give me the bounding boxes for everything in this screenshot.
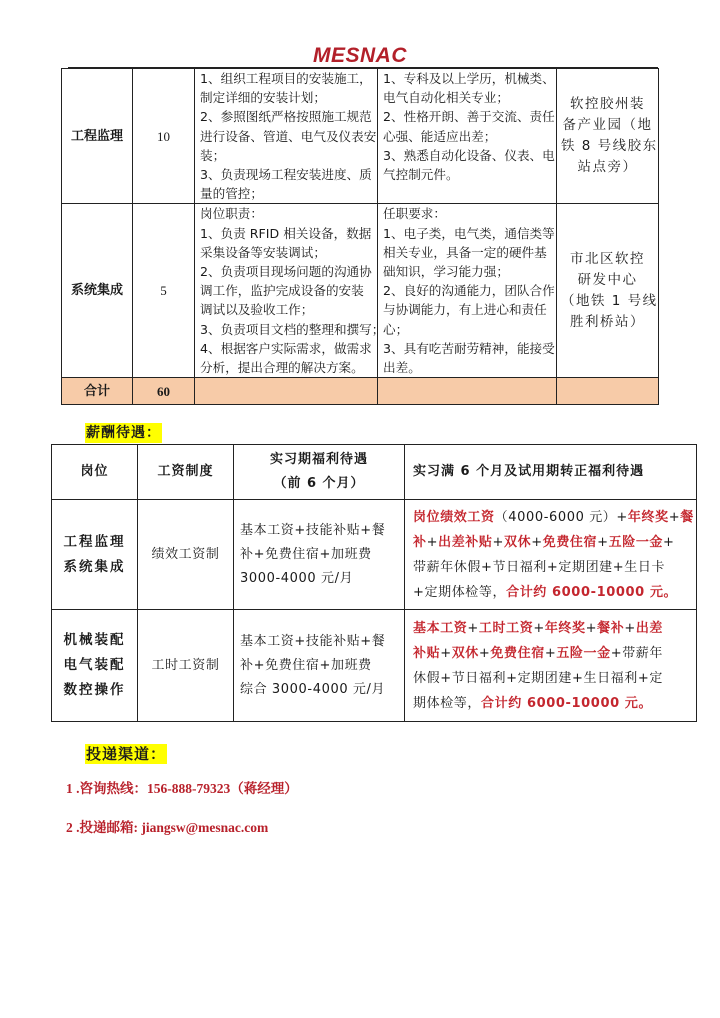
empty-cell <box>378 378 557 405</box>
highlighted-benefit: 岗位绩效工资 <box>413 509 495 525</box>
text-line: 1、组织工程项目的安装施工， <box>200 71 372 86</box>
text-line: 分析，提出合理的解决方案。 <box>200 360 364 376</box>
highlighted-benefit: 年终奖 <box>627 509 669 525</box>
text-line: 基本工资+技能补贴+餐 <box>240 522 386 538</box>
highlighted-benefit: 餐补 <box>597 620 625 636</box>
text-line <box>413 530 690 555</box>
text-line: 2、良好的沟通能力，团队合作 <box>383 283 555 299</box>
total-row <box>62 378 659 405</box>
text-line: 工程监理 <box>63 533 126 550</box>
header-position: 岗位 <box>52 445 138 500</box>
text-line: 综合 3000-4000 元/月 <box>240 681 386 697</box>
text-line: 研发中心 <box>577 271 638 288</box>
salary-header-row <box>52 445 697 500</box>
text-line: 数控操作 <box>63 682 126 698</box>
benefit-text: 期体检等， <box>413 695 482 711</box>
text-line <box>413 641 690 666</box>
highlighted-benefit: 五险一金 <box>608 534 664 550</box>
text-line: 铁 8 号线胶东 <box>561 138 658 155</box>
text-line: 1、电子类，电气类，通信类等 <box>383 225 555 241</box>
text-line <box>413 555 690 580</box>
jobs-table <box>61 68 659 405</box>
text-line: 1、专科及以上学历，机械类、 <box>383 71 555 86</box>
highlighted-benefit: 补 <box>413 534 427 550</box>
text-line: 基本工资+技能补贴+餐 <box>240 633 386 649</box>
text-line: 3、负责项目文档的整理和撰写； <box>200 321 385 337</box>
highlighted-benefit: 出差补贴 <box>438 534 493 550</box>
text-line: 气控制元件。 <box>383 167 459 183</box>
highlighted-benefit: 五险一金 <box>556 645 611 661</box>
regular-benefits <box>405 500 697 610</box>
delivery-section-label: 投递渠道： <box>86 745 167 763</box>
benefit-text: + <box>492 534 505 550</box>
benefit-text: + <box>616 509 628 525</box>
benefit-text: + <box>585 620 598 636</box>
contact-email[interactable]: 2 .投递邮箱: jiangsw@mesnac.com <box>66 820 269 835</box>
header-intern-benefits: 实习期福利待遇 （前 6 个月） <box>234 445 405 500</box>
benefit-text: + <box>478 645 491 661</box>
text-line: 量的管控； <box>200 186 263 202</box>
position-group <box>52 610 138 722</box>
text-line: 电气装配 <box>63 657 126 673</box>
highlighted-benefit: 出差 <box>635 620 664 636</box>
text-line: 装； <box>200 147 226 163</box>
text-line: 岗位职责： <box>200 206 263 222</box>
text-line: 电气自动化相关专业； <box>383 90 509 106</box>
text-line: （地铁 1 号线 <box>561 292 658 309</box>
benefit-text: + <box>533 620 545 636</box>
salary-section-label: 薪酬待遇： <box>86 425 161 441</box>
table-row <box>52 610 697 722</box>
text-line <box>413 666 690 691</box>
text-line <box>413 580 690 605</box>
benefit-text: + <box>544 645 557 661</box>
intern-benefits <box>234 610 405 722</box>
job-requirements <box>378 69 557 204</box>
text-line: 心强、能适应出差； <box>383 128 497 144</box>
text-line: 系统集成 <box>63 558 126 575</box>
highlighted-benefit: 补贴 <box>413 645 441 661</box>
company-logo: MESNAC <box>312 44 407 67</box>
text-line: 础知识，学习能力强； <box>383 264 509 280</box>
benefit-text: （4000-6000 元） <box>494 509 617 525</box>
pay-system: 绩效工资制 <box>138 500 234 610</box>
text-line: 与协调能力，有上进心和责任 <box>383 302 547 318</box>
text-line: 采集设备等安装调试； <box>200 244 326 260</box>
highlighted-benefit: 免费住宿 <box>490 645 545 661</box>
highlighted-benefit: 年终奖 <box>544 620 586 636</box>
text-line: 心； <box>383 321 409 337</box>
text-line: 制定详细的安装计划； <box>200 90 326 106</box>
text-line: 调工作，监护完成设备的安装 <box>200 283 364 299</box>
text-line: 3000-4000 元/月 <box>240 570 354 586</box>
highlighted-benefit: 双休 <box>504 534 532 550</box>
work-location <box>557 204 659 378</box>
text-line: 3、熟悉自动化设备、仪表、电 <box>383 147 555 163</box>
highlighted-benefit: 合计约 6000-10000 元。 <box>506 584 678 600</box>
benefit-text: + <box>440 645 452 661</box>
text-line: 备产业园（地 <box>562 117 653 134</box>
text-line: 胜利桥站） <box>570 313 645 330</box>
text-line: 补+免费住宿+加班费 <box>240 546 372 562</box>
benefit-text: + <box>668 509 681 525</box>
position-group <box>52 500 138 610</box>
table-row <box>52 500 697 610</box>
intern-benefits <box>234 500 405 610</box>
headcount: 5 <box>133 204 195 378</box>
benefit-text: 带薪年休假+节日福利+定期团建+生日卡 <box>413 559 666 575</box>
headcount: 10 <box>133 69 195 204</box>
text-line: 3、具有吃苦耐劳精神，能接受 <box>383 340 555 356</box>
benefit-text: + <box>531 534 543 550</box>
text-line: 站点旁） <box>577 159 638 176</box>
text-line: 进行设备、管道、电气及仪表安 <box>200 128 377 144</box>
empty-cell <box>195 378 378 405</box>
text-line <box>413 691 690 716</box>
contact-hotline: 1 .咨询热线：156-888-79323（蒋经理） <box>66 781 298 796</box>
text-line: 出差。 <box>383 360 421 376</box>
text-line: 机械装配 <box>63 632 126 648</box>
highlighted-benefit: 基本工资 <box>413 620 468 636</box>
header-regular-benefits: 实习满 6 个月及试用期转正福利待遇 <box>405 445 697 500</box>
text-line: 软控胶州装 <box>570 96 645 113</box>
text-line: 4、根据客户实际需求，做需求 <box>200 340 372 356</box>
benefit-text: + <box>467 620 479 636</box>
highlighted-benefit: 餐 <box>680 509 694 525</box>
job-duties <box>195 69 378 204</box>
job-duties <box>195 204 385 378</box>
text-line: 任职要求： <box>383 206 446 222</box>
salary-table <box>51 444 697 722</box>
text-line: 3、负责现场工程安装进度、质 <box>200 167 372 183</box>
text-line: 相关专业，具备一定的硬件基 <box>383 244 547 260</box>
text-line: 补+免费住宿+加班费 <box>240 657 372 673</box>
empty-cell <box>557 378 659 405</box>
highlighted-benefit: 合计约 6000-10000 元。 <box>481 695 653 711</box>
benefit-text: + <box>624 620 636 636</box>
job-requirements <box>378 204 557 378</box>
text-line: 1、负责 RFID 相关设备，数据 <box>200 225 372 241</box>
work-location <box>557 69 659 204</box>
highlighted-benefit: 双休 <box>451 645 479 661</box>
benefit-text: + <box>597 534 609 550</box>
position-name: 工程监理 <box>62 69 133 204</box>
highlighted-benefit: 工时工资 <box>478 620 534 636</box>
text-line <box>413 505 694 530</box>
text-line: 市北区软控 <box>570 250 645 267</box>
table-row <box>62 69 659 204</box>
text-line: 2、负责项目现场问题的沟通协 <box>200 264 372 280</box>
pay-system: 工时工资制 <box>138 610 234 722</box>
text-line: 2、性格开朗、善于交流、责任 <box>383 109 555 125</box>
regular-benefits <box>405 610 697 722</box>
header-pay-system: 工资制度 <box>138 445 234 500</box>
table-row <box>62 204 659 378</box>
benefit-text: +带薪年 <box>610 645 664 661</box>
benefit-text: 休假+节日福利+定期团建+生日福利+定 <box>413 670 663 686</box>
position-name: 系统集成 <box>62 204 133 378</box>
text-line: 调试以及验收工作； <box>200 302 314 318</box>
benefit-text: +定期体检等， <box>413 584 507 600</box>
total-label: 合计 <box>62 378 133 405</box>
total-count: 60 <box>133 378 195 405</box>
benefit-text: + <box>426 534 439 550</box>
benefit-text: + <box>663 534 675 550</box>
text-line <box>413 616 690 641</box>
highlighted-benefit: 免费住宿 <box>542 534 598 550</box>
text-line: 2、参照图纸严格按照施工规范 <box>200 109 372 125</box>
